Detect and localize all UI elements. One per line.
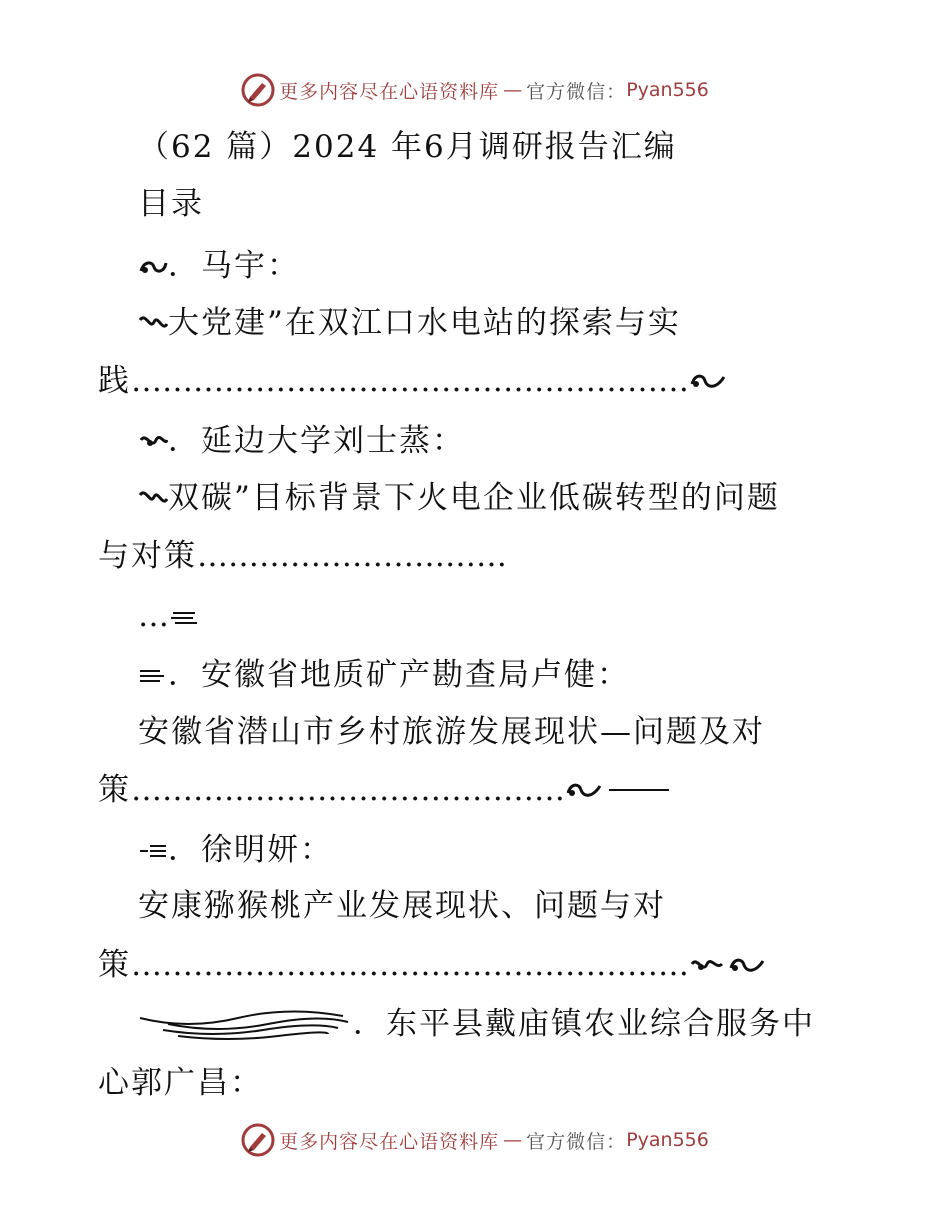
document-title bbox=[138, 127, 677, 167]
toc-entry-1-label bbox=[138, 246, 300, 286]
watermark-footer bbox=[0, 1120, 950, 1160]
entry-cont-text: 心郭广昌： bbox=[98, 1065, 263, 1101]
entry-label-text: ．马宇： bbox=[168, 248, 300, 284]
ornament-wave-number-icon bbox=[138, 1006, 353, 1042]
entry-label-text: ．安徽省地质矿产勘查局卢健： bbox=[168, 657, 630, 693]
ornament-quote-icon bbox=[138, 310, 168, 336]
entry-cont-text: 践 bbox=[98, 363, 131, 399]
dot-leader: …………………………………… bbox=[131, 772, 565, 808]
toc-entry-4-leader bbox=[98, 945, 767, 985]
watermark-wechat-label: 官方微信： bbox=[526, 80, 627, 103]
ornament-number-icon bbox=[138, 837, 168, 863]
ornament-page-number-icon bbox=[689, 952, 767, 978]
entry-label-text: ．延边大学刘士蒸： bbox=[168, 423, 465, 459]
toc-heading bbox=[138, 184, 204, 224]
ornament-page-number-icon bbox=[169, 603, 199, 629]
ornament-page-number-icon bbox=[689, 368, 727, 394]
pen-logo-icon bbox=[241, 73, 275, 107]
watermark-wechat-id: Pyan556 bbox=[626, 79, 709, 101]
toc-entry-2-leader bbox=[98, 536, 507, 576]
dot-leader: … bbox=[138, 598, 169, 634]
toc-entry-2-page bbox=[138, 596, 199, 636]
document-title-text: （62 篇）2024 年6月调研报告汇编 bbox=[138, 129, 677, 165]
ornament-page-number-icon bbox=[565, 777, 603, 803]
toc-entry-4-title bbox=[138, 886, 666, 926]
entry-title-text: 双碳”目标背景下火电企业低碳转型的问题 bbox=[168, 480, 780, 516]
ornament-number-icon bbox=[138, 662, 168, 688]
toc-entry-2-label bbox=[138, 421, 465, 461]
toc-entry-1-leader bbox=[98, 361, 727, 401]
watermark-dash: — bbox=[503, 79, 523, 101]
entry-title-text: ．东平县戴庙镇农业综合服务中 bbox=[353, 1006, 815, 1042]
toc-entry-2-title bbox=[138, 478, 780, 518]
toc-heading-text: 目录 bbox=[138, 186, 204, 222]
ornament-number-icon bbox=[138, 253, 168, 279]
toc-entry-1-title bbox=[138, 303, 681, 343]
dot-leader: ………………………… bbox=[197, 538, 507, 574]
watermark-wechat-id: Pyan556 bbox=[626, 1129, 709, 1151]
watermark-text: 更多内容尽在心语资料库 bbox=[279, 1130, 500, 1153]
toc-entry-3-title bbox=[138, 712, 765, 752]
dot-leader: ……………………………………………… bbox=[131, 947, 689, 983]
leader-rule bbox=[609, 789, 669, 791]
watermark-text: 更多内容尽在心语资料库 bbox=[279, 80, 500, 103]
watermark-wechat-label: 官方微信： bbox=[526, 1130, 627, 1153]
ornament-number-icon bbox=[138, 428, 168, 454]
toc-entry-5-cont bbox=[98, 1063, 263, 1103]
entry-label-text: ．徐明妍： bbox=[168, 832, 333, 868]
dot-leader: ……………………………………………… bbox=[131, 363, 689, 399]
toc-entry-4-label bbox=[138, 830, 333, 870]
watermark-header bbox=[0, 70, 950, 110]
entry-title-text: 安康猕猴桃产业发展现状、问题与对 bbox=[138, 888, 666, 924]
toc-entry-3-label bbox=[138, 655, 630, 695]
entry-cont-text: 与对策 bbox=[98, 538, 197, 574]
entry-cont-text: 策 bbox=[98, 947, 131, 983]
watermark-dash: — bbox=[503, 1129, 523, 1151]
toc-entry-5-title bbox=[138, 1004, 815, 1044]
toc-entry-3-leader bbox=[98, 770, 669, 810]
ornament-quote-icon bbox=[138, 485, 168, 511]
entry-title-text: 大党建”在双江口水电站的探索与实 bbox=[168, 305, 681, 341]
entry-title-text: 安徽省潜山市乡村旅游发展现状—问题及对 bbox=[138, 714, 765, 750]
entry-cont-text: 策 bbox=[98, 772, 131, 808]
pen-logo-icon bbox=[241, 1123, 275, 1157]
